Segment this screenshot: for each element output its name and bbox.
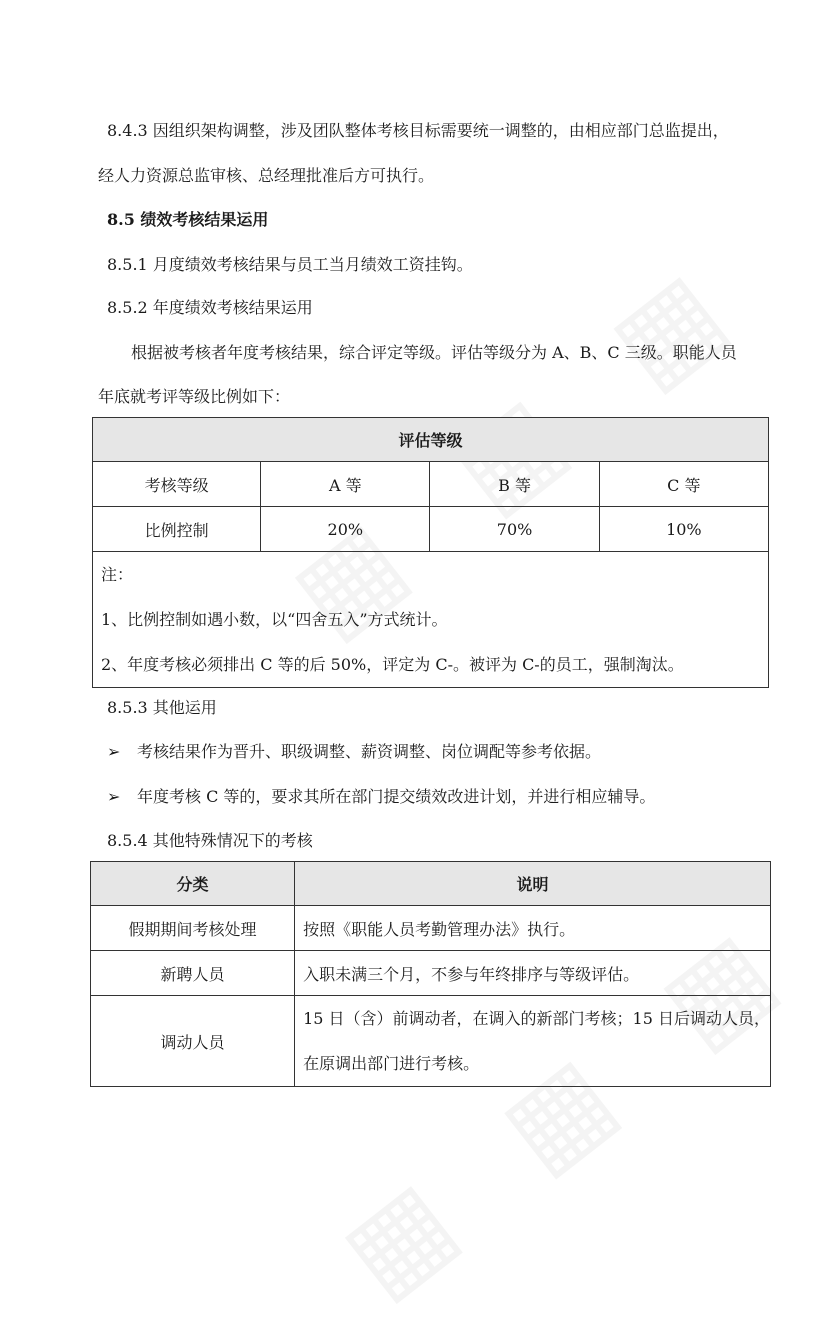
cell-line: 15 日（含）前调动者，在调入的新部门考核；15 日后调动人员， [303,1009,770,1028]
bullet-item [107,741,601,763]
cell-line: 在原调出部门进行考核。 [303,1054,480,1073]
table-cell: 新聘人员 [91,951,295,996]
bullet-text: 考核结果作为晋升、职级调整、薪资调整、岗位调配等参考依据。 [137,742,602,761]
table-row [93,462,769,507]
column-header: 分类 [91,862,295,906]
table-cell: 考核等级 [93,462,261,507]
para-852: 8.5.2 年度绩效考核结果运用 [107,298,313,317]
para-851: 8.5.1 月度绩效考核结果与员工当月绩效工资挂钩。 [107,255,473,274]
bullet-text: 年度考核 C 等的，要求其所在部门提交绩效改进计划，并进行相应辅导。 [137,787,656,806]
table-cell: 10% [599,507,768,552]
table-cell: 70% [430,507,599,552]
special-cases-table [90,861,771,1087]
table-cell: 调动人员 [91,996,295,1087]
para-854: 8.5.4 其他特殊情况下的考核 [107,831,313,850]
column-header: 说明 [295,862,771,906]
table-cell: 假期期间考核处理 [91,906,295,951]
table-cell: 按照《职能人员考勤管理办法》执行。 [295,906,771,951]
table-row [91,951,771,996]
table-cell: C 等 [599,462,768,507]
table-row [91,906,771,951]
para-843-line2: 经人力资源总监审核、总经理批准后方可执行。 [98,166,435,185]
table-row [91,996,771,1087]
table-cell: 20% [261,507,430,552]
notes-row [93,552,769,688]
table-cell: A 等 [261,462,430,507]
table-cell [295,996,771,1087]
table-cell: 比例控制 [93,507,261,552]
para-852-body-line2: 年底就考评等级比例如下： [98,387,291,406]
note-label: 注： [101,565,134,584]
section-heading-85: 8.5 绩效考核结果运用 [107,210,269,229]
grade-table [92,417,769,688]
grade-table-title: 评估等级 [93,418,769,462]
table-cell: 入职未满三个月，不参与年终排序与等级评估。 [295,951,771,996]
arrow-bullet-icon: ➢ [107,742,121,761]
para-852-body-line1: 根据被考核者年度考核结果，综合评定等级。评估等级分为 A、B、C 三级。职能人员 [131,343,737,362]
arrow-bullet-icon: ➢ [107,787,121,806]
bullet-item [107,786,655,808]
para-853: 8.5.3 其他运用 [107,698,217,717]
notes-cell [93,552,769,688]
table-cell: B 等 [430,462,599,507]
note-item: 1、比例控制如遇小数，以“四舍五入”方式统计。 [101,610,448,629]
table-row [93,507,769,552]
para-843-line1: 8.4.3 因组织架构调整，涉及团队整体考核目标需要统一调整的，由相应部门总监提出， [107,121,729,140]
note-item: 2、年度考核必须排出 C 等的后 50%，评定为 C-。被评为 C-的员工，强制淘汰。 [101,655,684,674]
